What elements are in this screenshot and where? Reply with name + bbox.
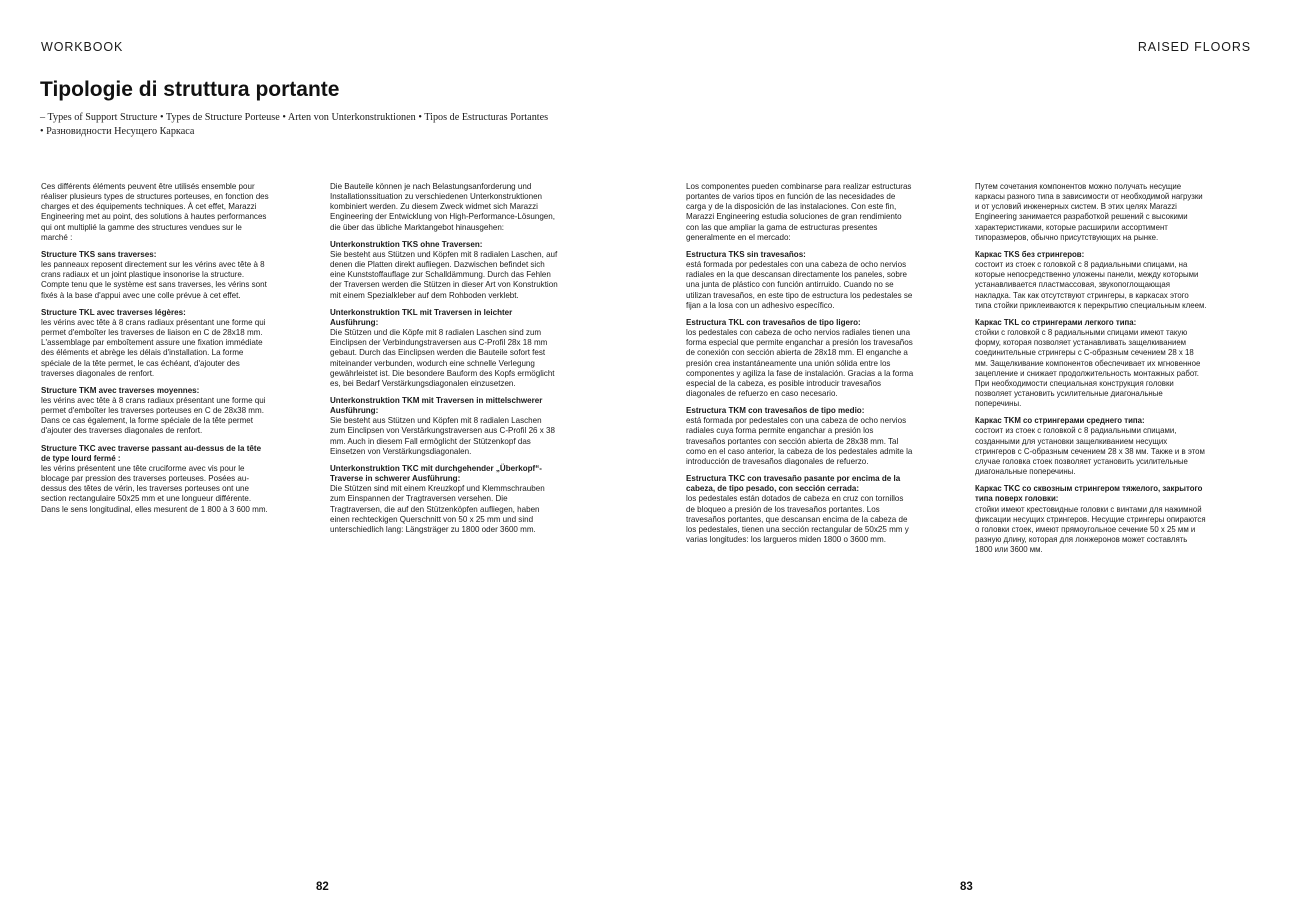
column-russian (975, 182, 1207, 562)
section-heading: Unterkonstruktion TKC mit durchgehender „Überkopf“-Traverse in schwerer Ausführung: (330, 463, 542, 484)
subtitle-separator: • (418, 112, 422, 123)
section-heading: Estructura TKC con travesaño pasante por encima de la cabeza, de tipo pesado, con sección cerrada: (686, 474, 901, 494)
section (686, 474, 914, 545)
section-heading: Structure TKS sans traverses: (41, 249, 157, 259)
section-body: Sie besteht aus Stützen und Köpfen mit 8 radialen Laschen, auf denen die Platten direkt aufliegen. Dazwischen befindet sich eine Kunststoffauflage zur Schalldämmung. Durch das Fehlen der Traversen werden die Stützen in dieser Art von Konstruktion mit einem Spezialkleber auf dem Rohboden verklebt. (330, 249, 558, 300)
column-intro: Путем сочетания компонентов можно получать несущие каркасы разного типа в зависимости от необходимой нагрузки и от условий инженерных систем. В этих целях Marazzi Engineering занимается разработкой решений с высокими характеристиками, которые расширили ассортимент типоразмеров, обычно присутствующих на рынке. (975, 182, 1203, 242)
section (975, 318, 1207, 409)
section-heading: Structure TKL avec traverses légères: (41, 307, 186, 317)
section-body: Die Stützen sind mit einem Kreuzkopf und Klemmschrauben zum Einspannen der Tragtraversen versehen. Die Tragtraversen, die auf den Stützenköpfen aufliegen, haben einen rechteckigen Querschnitt von 50 x 25 mm und sind unterschiedlich lang: Längsträger zu 1800 oder 3600 mm. (330, 484, 545, 534)
section-body: стойки имеют крестовидные головки с винтами для нажимной фиксации несущих стрингеров. Несущие стрингеры опираются о головки стоек, имеют прямоугольное сечение 50 х 25 мм и разную длину, которая для лонжеронов может составлять 1800 или 3600 мм. (975, 504, 1206, 555)
column-intro: Die Bauteile können je nach Belastungsanforderung und Installationssituation zu verschiedenen Unterkonstruktionen kombiniert werden. Zu diesem Zweck widmet sich Marazzi Engineering der Entwicklung von High-Performance-Lösungen, die über das übliche Marktangebot hinausgehen: (330, 182, 555, 232)
section-body: los pedestales con cabeza de ocho nervios radiales tienen una forma especial que permite enganchar a presión los travesaños de conexión con sección abierta de 28x18 mm. El enganche a presión crea instantáneamente una unión sólida entre los componentes y agiliza la fase de instalación. Gracias a la forma especial de la cabeza, es posible introducir travesaños diagonales de refuerzo en caso necesario. (686, 328, 914, 398)
section-body: стойки с головкой с 8 радиальными спицами имеют такую форму, которая позволяет устанавливать защелкиванием соединительные стрингеры с С-образным сечением 28 х 18 мм. Защелкивание компонентов обеспечивает их мгновенное зацепление и снижает продолжительность монтажных работ. При необходимости специальная конструкция головки позволяет установить усилительные диагональные поперечины. (975, 328, 1201, 409)
section-body: состоит из стоек с головкой с 8 радиальными спицами, на которые непосредственно уложены панели, между которыми устанавливается пластмассовая, звукопоглощающая накладка. Так как отсутствуют стрингеры, в каркасах этого типа стойки приклеиваются к перекрытию специальным клеем. (975, 260, 1207, 310)
page-number-right: 83 (960, 881, 973, 893)
subtitle-separator: • (282, 112, 286, 123)
section (330, 464, 558, 535)
section (330, 396, 558, 457)
section-heading: Estructura TKS sin travesaños: (686, 249, 806, 259)
header-right-label: RAISED FLOORS (1137, 40, 1251, 54)
section-body: Die Stützen und die Köpfe mit 8 radialen Laschen sind zum Einclipsen der Verbindungstraversen aus C-Profil 28x 18 mm gebaut. Durch das Einclipsen werden die Bauteile sofort fest miteinander verbunden, wodurch eine schnelle Verlegung gewährleistet ist. Die besondere Bauform des Kopfs ermöglicht es, bei Bedarf Verstärkungsdiagonalen einzusetzen. (330, 328, 555, 388)
section-body: está formada por pedestales con una cabeza de ocho nervios radiales cuya forma permite enganchar a presión los travesaños portantes con sección abierta de 28x38 mm. Tal como en el caso anterior, la cabeza de los pedestales admite la introducción de travesaños diagonales de refuerzo. (686, 416, 913, 466)
section-body: les vérins avec tête à 8 crans radiaux présentant une forme qui permet d'emboîter les traverses de liaison en C de 28x18 mm. L'assemblage par emboîtement assure une fixation immédiate des éléments et abrège les délais d'installation. La forme spéciale de la tête permet, le cas échéant, d'ajouter des traverses diagonales de renfort. (41, 317, 266, 378)
section-body: les vérins avec tête à 8 crans radiaux présentant une forme qui permet d'emboîter les traverses porteuses en C de 28x38 mm. Dans ce cas également, la forme spéciale de la tête permet d'ajouter des traverses diagonales de renfort. (41, 395, 266, 436)
section (686, 406, 914, 467)
section-body: состоит из стоек с головкой с 8 радиальными спицами, созданными для установки защелкиванием несущих стрингеров с С-образным сечением 28 х 38 мм. Также и в этом случае головка стоек позволяет установить усилительные диагональные поперечины. (975, 426, 1205, 477)
section-body: los pedestales están dotados de cabeza en cruz con tornillos de bloqueo a presión de los travesaños portantes. Los travesaños portantes, que descansan encima de la cabeza de los pedestales, tienen una sección rectangular de 50x25 mm y varias longitudes: los largueros miden 1800 o 3600 mm. (686, 494, 909, 544)
subtitle-separator: • (40, 125, 44, 137)
column-intro: Los componentes pueden combinarse para realizar estructuras portantes de varios tipos en función de las necesidades de carga y de la disposición de las instalaciones. Con este fin, Marazzi Engineering estudia soluciones de gran rendimiento con las que ampliar la gama de estructuras presentes generalmente en el mercado: (686, 182, 912, 242)
column-french (41, 182, 269, 522)
section-heading: Каркас TKL со стрингерами легкого типа: (975, 317, 1137, 327)
subtitle (40, 111, 620, 138)
section-heading: Unterkonstruktion TKS ohne Traversen: (330, 239, 483, 249)
subtitle-item: Разновидности Несущего Каркаса (46, 125, 195, 137)
page-number-left: 82 (316, 881, 329, 893)
section-heading: Estructura TKL con travesaños de tipo ligero: (686, 317, 861, 327)
subtitle-item: Types de Structure Porteuse (165, 112, 280, 123)
section (686, 250, 914, 311)
section (330, 240, 558, 301)
section (41, 308, 269, 379)
section (975, 250, 1207, 311)
page-title: Tipologie di struttura portante (40, 78, 340, 101)
section-heading: Каркас TKS без стрингеров: (975, 249, 1085, 259)
header-left-label: WORKBOOK (41, 40, 124, 54)
section-heading: Каркас TKC со сквозным стрингером тяжелого, закрытого типа поверх головки: (975, 484, 1203, 504)
section (41, 444, 269, 515)
column-intro: Ces différents éléments peuvent être utilisés ensemble pour réaliser plusieurs types de structures porteuses, en fonction des charges et des équipements techniques. À cet effet, Marazzi Engineering met au point, des solutions à hautes performances qui ont multiplié la gamme des structures vendues sur le marché : (41, 182, 269, 242)
section-body: les panneaux reposent directement sur les vérins avec tête à 8 crans radiaux et un joint plastique insonorise la structure. Compte tenu que le système est sans traverses, les vérins sont fixés à la base d'appui avec une colle prévue à cet effet. (41, 260, 267, 300)
section-heading: Structure TKM avec traverses moyennes: (41, 385, 200, 395)
column-german (330, 182, 558, 542)
section-heading: Unterkonstruktion TKM mit Traversen in mittelschwerer Ausführung: (330, 395, 543, 416)
section (41, 386, 269, 437)
subtitle-item: Arten von Unterkonstruktionen (287, 112, 416, 123)
section (41, 250, 269, 301)
section (975, 416, 1207, 477)
section (330, 308, 558, 389)
section (975, 484, 1207, 555)
subtitle-item: Tipos de Estructuras Portantes (424, 112, 549, 123)
subtitle-prefix: – (40, 112, 48, 123)
subtitle-separator: • (159, 112, 164, 123)
section-heading: Unterkonstruktion TKL mit Traversen in leichter Ausführung: (330, 307, 513, 327)
section-heading: Structure TKC avec traverse passant au-dessus de la tête de type lourd fermé : (41, 443, 262, 463)
section-body: está formada por pedestales con una cabeza de ocho nervios radiales en la que descansan directamente los paneles, sobre una junta de plástico con función antirruido. Cuando no se utilizan travesaños, en este tipo de estructura los pedestales se fijan a la losa con un adhesivo específico. (686, 260, 913, 310)
section-body: Sie besteht aus Stützen und Köpfen mit 8 radialen Laschen zum Einclipsen von Verstärkungstraversen aus C-Profil 26 x 38 mm. Auch in diesem Fall ermöglicht der Stützenkopf das Einsetzen von Verstärkungsdiagonalen. (330, 416, 555, 456)
section-heading: Каркас TKM со стрингерами среднего типа: (975, 416, 1145, 426)
section (686, 318, 914, 399)
subtitle-item: Types of Support Structure (47, 112, 158, 123)
section-heading: Estructura TKM con travesaños de tipo medio: (686, 406, 865, 416)
column-spanish (686, 182, 914, 552)
section-body: les vérins présentent une tête cruciforme avec vis pour le blocage par pression des traverses porteuses. Posées au-dessus des têtes de vérin, les traverses porteuses ont une section rectangulaire 50x25 mm et une longueur différente. Dans le sens longitudinal, elles mesurent de 1 800 à 3 600 mm. (41, 463, 268, 514)
